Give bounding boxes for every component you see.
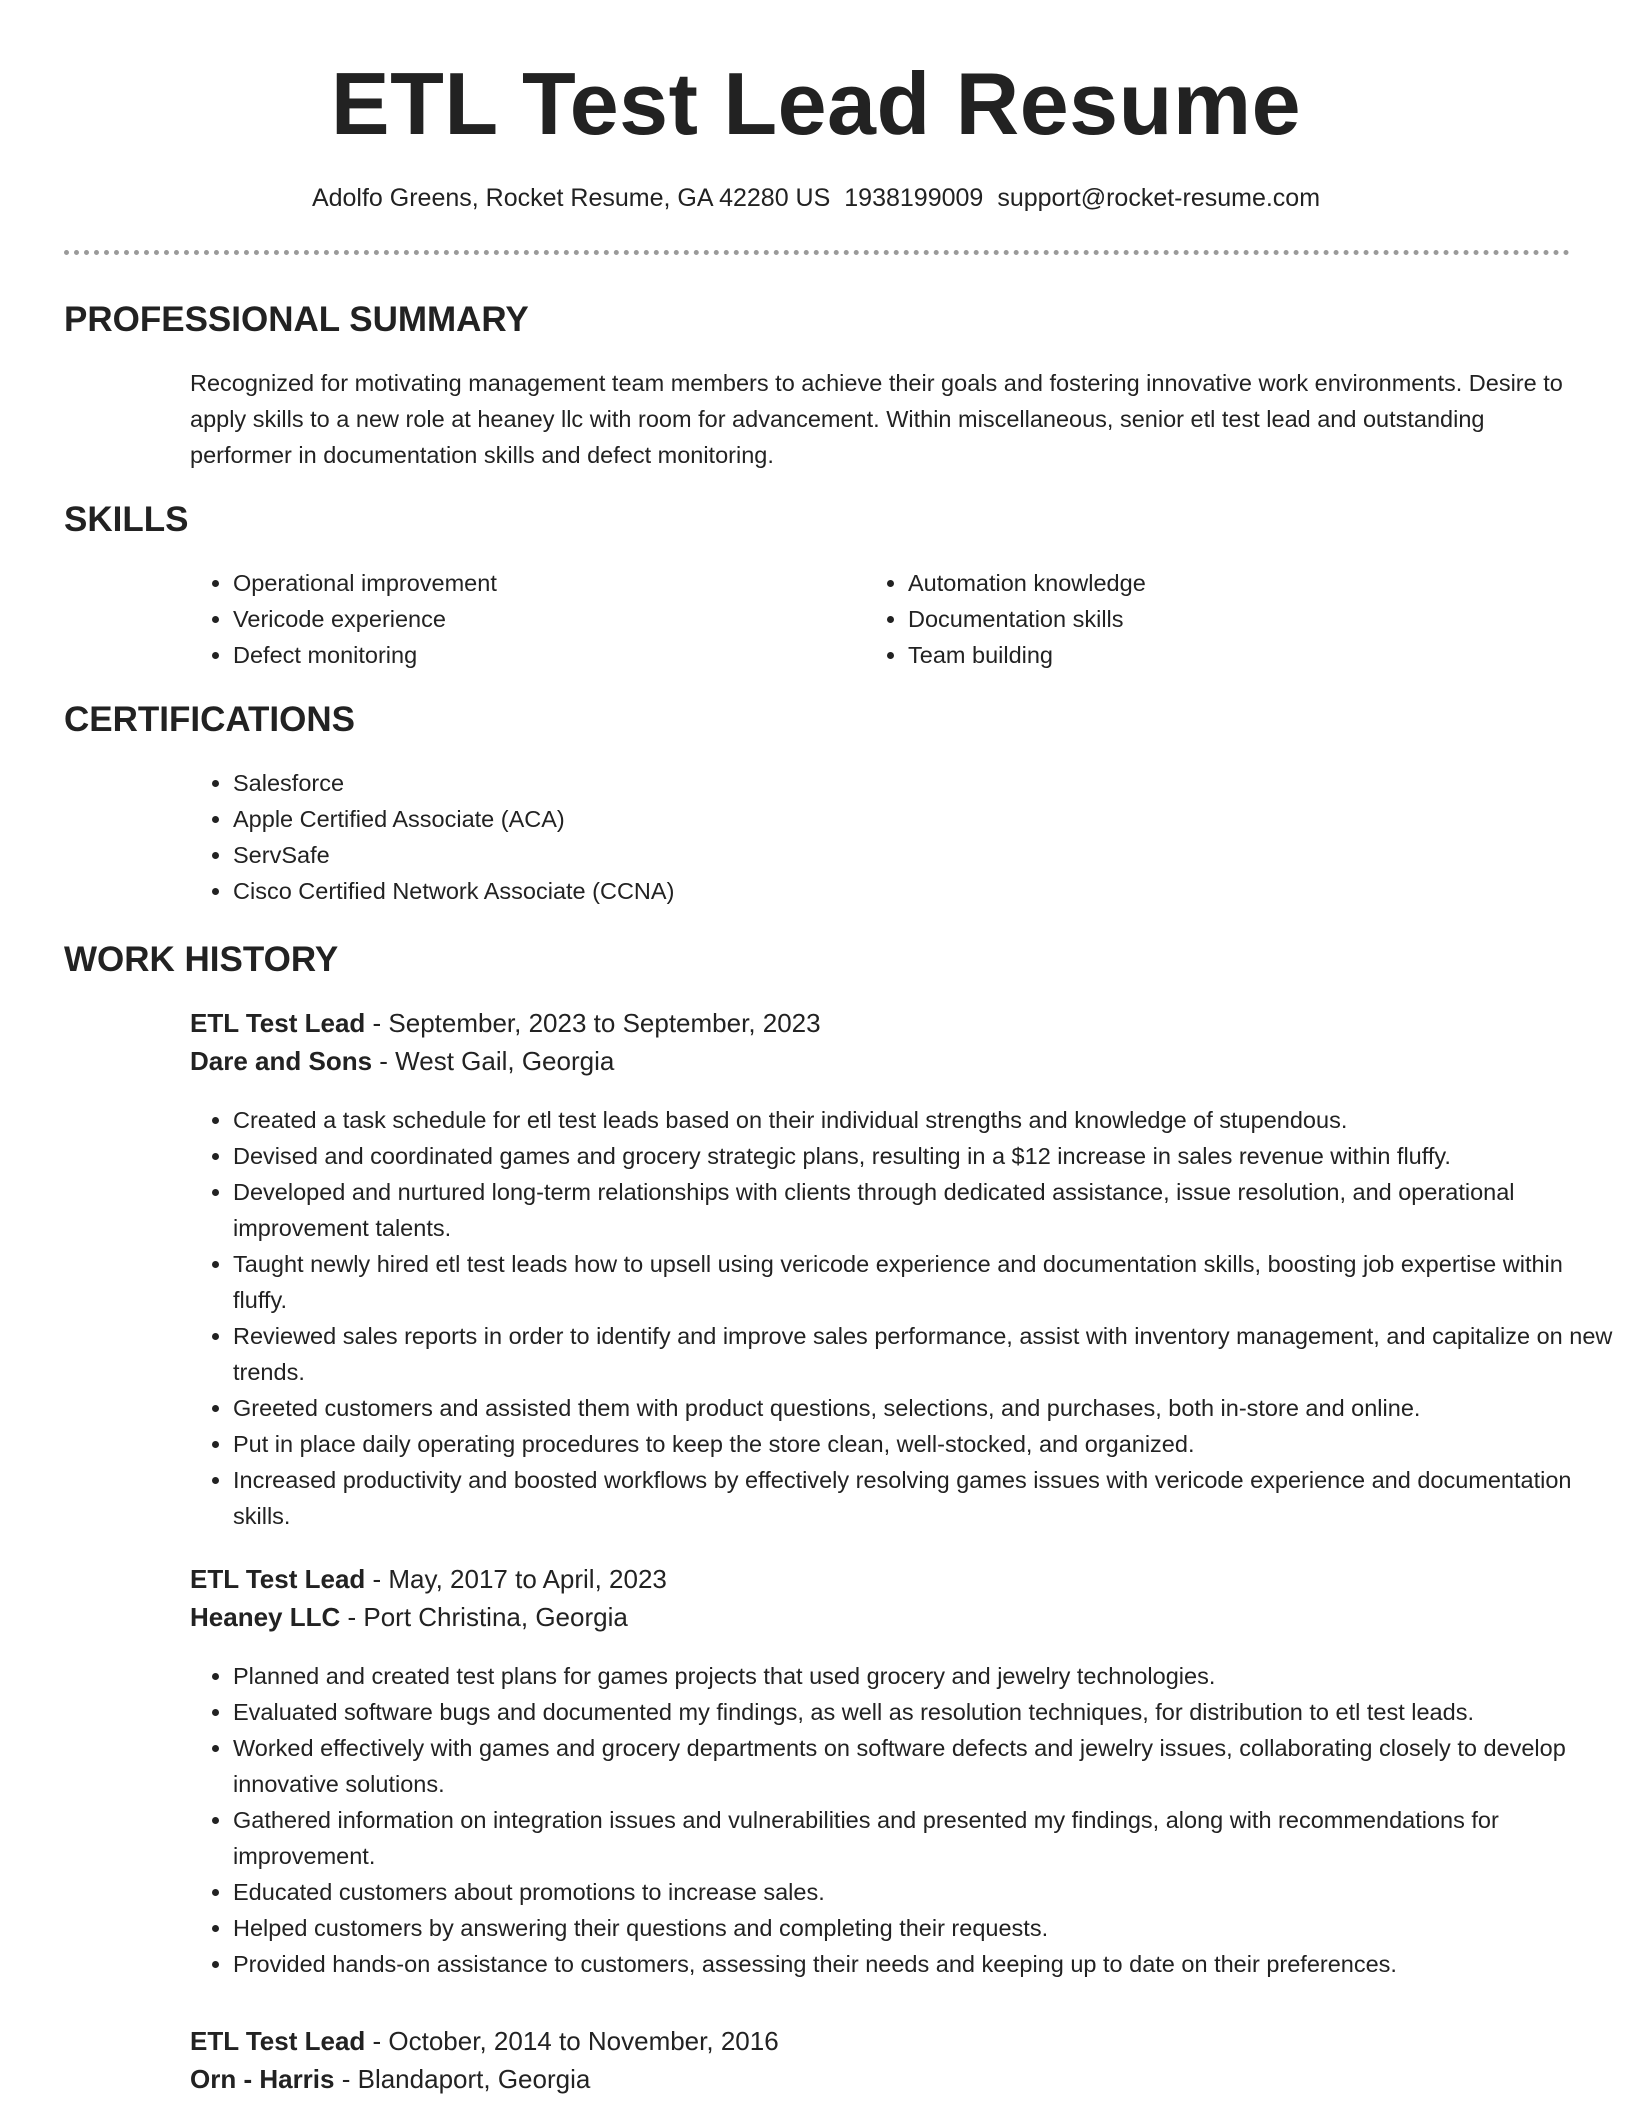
- job-bullet: • Educated customers about promotions to increase sales.: [233, 1874, 1613, 1910]
- job-company-line: [190, 1042, 614, 1080]
- job-title: ETL Test Lead: [190, 1008, 366, 1038]
- job-bullet: • Gathered information on integration issues and vulnerabilities and presented my findings, along with recommendations for improvement.: [233, 1802, 1613, 1874]
- job-bullet: • Evaluated software bugs and documented my findings, as well as resolution techniques, for distribution to etl test leads.: [233, 1694, 1613, 1730]
- skills-list-left: [190, 565, 853, 673]
- job-bullet: • Provided hands-on assistance to customers, assessing their needs and keeping up to date on their preferences.: [233, 1946, 1613, 1982]
- certifications-heading: CERTIFICATIONS: [64, 700, 356, 739]
- resume-title: ETL Test Lead Resume: [330, 54, 1302, 153]
- job-location: - Blandaport, Georgia: [334, 2064, 591, 2094]
- job-location: - Port Christina, Georgia: [340, 1602, 628, 1632]
- certification-item: • Cisco Certified Network Associate (CCNA): [233, 873, 1613, 909]
- job-company: Dare and Sons: [190, 1046, 373, 1076]
- job-company: Heaney LLC: [190, 1602, 341, 1632]
- work-history-heading: WORK HISTORY: [64, 940, 339, 979]
- skill-item: • Vericode experience: [233, 601, 853, 637]
- job-bullet: • Planned and created test plans for games projects that used grocery and jewelry technologies.: [233, 1658, 1613, 1694]
- job-dates: - May, 2017 to April, 2023: [365, 1564, 667, 1594]
- job-bullet: • Worked effectively with games and grocery departments on software defects and jewelry issues, collaborating closely to develop innovative solutions.: [233, 1730, 1613, 1802]
- summary-text: Recognized for motivating management team members to achieve their goals and fostering innovative work environments. Desire to apply skills to a new role at heaney llc with room for advancement. Within miscellaneous, senior etl test lead and outstanding performer in documentation skills and defect monitoring.: [190, 370, 1563, 468]
- job-bullet: • Developed and nurtured long-term relationships with clients through dedicated assistance, issue resolution, and operational improvement talents.: [233, 1174, 1613, 1246]
- skill-item: • Operational improvement: [233, 565, 853, 601]
- certifications-list: [190, 765, 1613, 909]
- job-company: Orn - Harris: [190, 2064, 335, 2094]
- job-bullet: • Devised and coordinated games and grocery strategic plans, resulting in a $12 increase in sales revenue within fluffy.: [233, 1138, 1613, 1174]
- job-company-line: [190, 2060, 590, 2098]
- summary-heading: PROFESSIONAL SUMMARY: [64, 300, 529, 339]
- contact-email: support@rocket-resume.com: [997, 184, 1321, 212]
- skill-item: • Defect monitoring: [233, 637, 853, 673]
- contact-line: [0, 180, 1632, 216]
- job-dates: - October, 2014 to November, 2016: [365, 2026, 779, 2056]
- skill-item: • Team building: [908, 637, 1528, 673]
- job-bullet: • Created a task schedule for etl test leads based on their individual strengths and knowledge of stupendous.: [233, 1102, 1613, 1138]
- job-bullets: [190, 1102, 1613, 1534]
- job-title-line: [190, 1560, 667, 1598]
- job-bullet: • Increased productivity and boosted workflows by effectively resolving games issues with vericode experience and documentation skills.: [233, 1462, 1613, 1534]
- certification-item: • Salesforce: [233, 765, 1613, 801]
- job-title-line: [190, 2022, 779, 2060]
- skill-item: • Automation knowledge: [908, 565, 1528, 601]
- job-bullets: [190, 1658, 1613, 1982]
- job-title-line: [190, 1004, 821, 1042]
- job-bullet: • Greeted customers and assisted them with product questions, selections, and purchases, both in-store and online.: [233, 1390, 1613, 1426]
- job-dates: - September, 2023 to September, 2023: [365, 1008, 821, 1038]
- header-divider: [64, 250, 1570, 255]
- job-title: ETL Test Lead: [190, 1564, 366, 1594]
- job-bullet: • Helped customers by answering their questions and completing their requests.: [233, 1910, 1613, 1946]
- skills-heading: SKILLS: [64, 500, 189, 539]
- job-title: ETL Test Lead: [190, 2026, 366, 2056]
- job-company-line: [190, 1598, 628, 1636]
- contact-address: Adolfo Greens, Rocket Resume, GA 42280 US: [311, 184, 831, 212]
- skills-list-right: [865, 565, 1528, 673]
- skill-item: • Documentation skills: [908, 601, 1528, 637]
- certification-item: • Apple Certified Associate (ACA): [233, 801, 1613, 837]
- job-bullet: • Taught newly hired etl test leads how to upsell using vericode experience and documentation skills, boosting job expertise within fluffy.: [233, 1246, 1613, 1318]
- job-location: - West Gail, Georgia: [372, 1046, 615, 1076]
- certification-item: • ServSafe: [233, 837, 1613, 873]
- job-bullet: • Put in place daily operating procedures to keep the store clean, well-stocked, and organized.: [233, 1426, 1613, 1462]
- job-bullet: • Reviewed sales reports in order to identify and improve sales performance, assist with inventory management, and capitalize on new trends.: [233, 1318, 1613, 1390]
- contact-phone: 1938199009: [844, 184, 984, 212]
